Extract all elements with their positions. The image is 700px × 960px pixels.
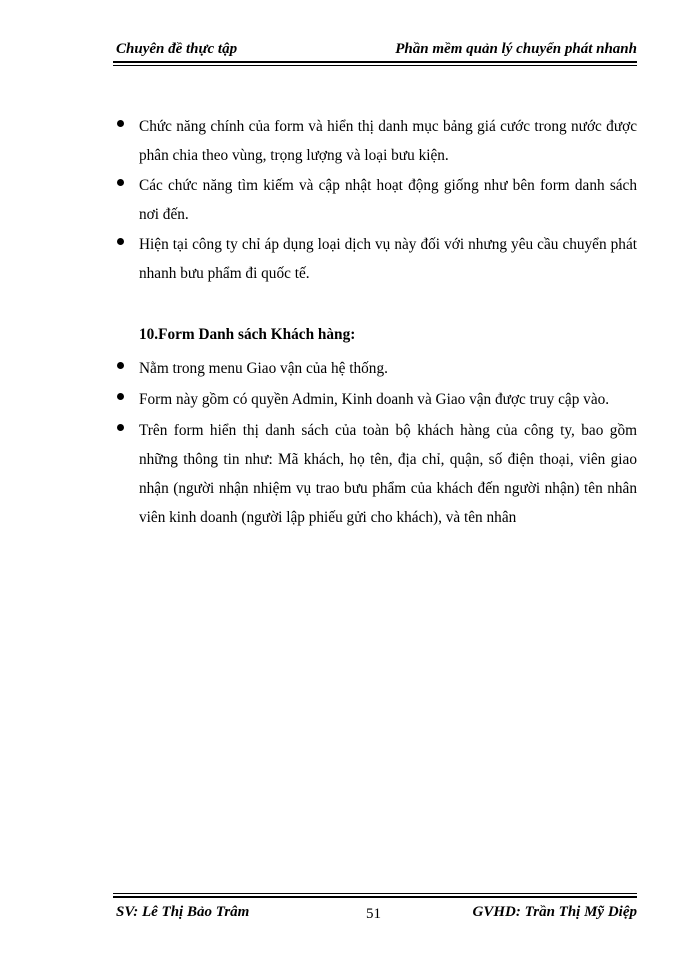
footer-supervisor-name: GVHD: Trần Thị Mỹ Diệp	[472, 904, 637, 920]
bullet-text: Các chức năng tìm kiếm và cập nhật hoạt động giống như bên form danh sách nơi đến.	[139, 177, 637, 223]
header-rule-thick	[113, 61, 637, 63]
header-left-title: Chuyên đề thực tập	[116, 41, 238, 57]
footer-rule-thick	[113, 896, 637, 898]
bullet-dot-icon	[117, 120, 124, 127]
bullet-text: Chức năng chính của form và hiển thị danh mục bảng giá cước trong nước được phân chia theo vùng, trọng lượng và loại bưu kiện.	[139, 118, 637, 164]
page-number: 51	[366, 906, 381, 922]
bullet-dot-icon	[117, 179, 124, 186]
footer-student-name: SV: Lê Thị Bảo Trâm	[116, 904, 250, 920]
bullet-dot-icon	[117, 424, 124, 431]
bullet-dot-icon	[117, 393, 124, 400]
page-header	[113, 41, 637, 59]
footer-rule-thin	[113, 893, 637, 894]
header-rule-thin	[113, 65, 637, 66]
bullet-dot-icon	[117, 238, 124, 245]
section-heading: 10.Form Danh sách Khách hàng:	[139, 326, 356, 343]
bullet-dot-icon	[117, 362, 124, 369]
bullet-text: Form này gồm có quyền Admin, Kinh doanh và Giao vận được truy cập vào.	[139, 391, 610, 408]
header-right-title: Phần mềm quản lý chuyển phát nhanh	[395, 41, 637, 57]
bullet-text: Nằm trong menu Giao vận của hệ thống.	[139, 360, 388, 377]
page-footer	[113, 902, 637, 924]
bullet-text: Trên form hiển thị danh sách của toàn bộ khách hàng của công ty, bao gồm những thông tin như: Mã khách, họ tên, địa chỉ, quận, số điện thoại, viên giao nhận (người nhận nhiệm vụ trao bưu phẩm của khách đến người nhận) tên nhân viên kinh doanh (người lập phiếu gửi cho khách), và tên nhân	[139, 422, 637, 526]
bullet-text: Hiện tại công ty chỉ áp dụng loại dịch vụ này đối với nhưng yêu cầu chuyển phát nhanh bưu phẩm đi quốc tế.	[139, 236, 637, 282]
